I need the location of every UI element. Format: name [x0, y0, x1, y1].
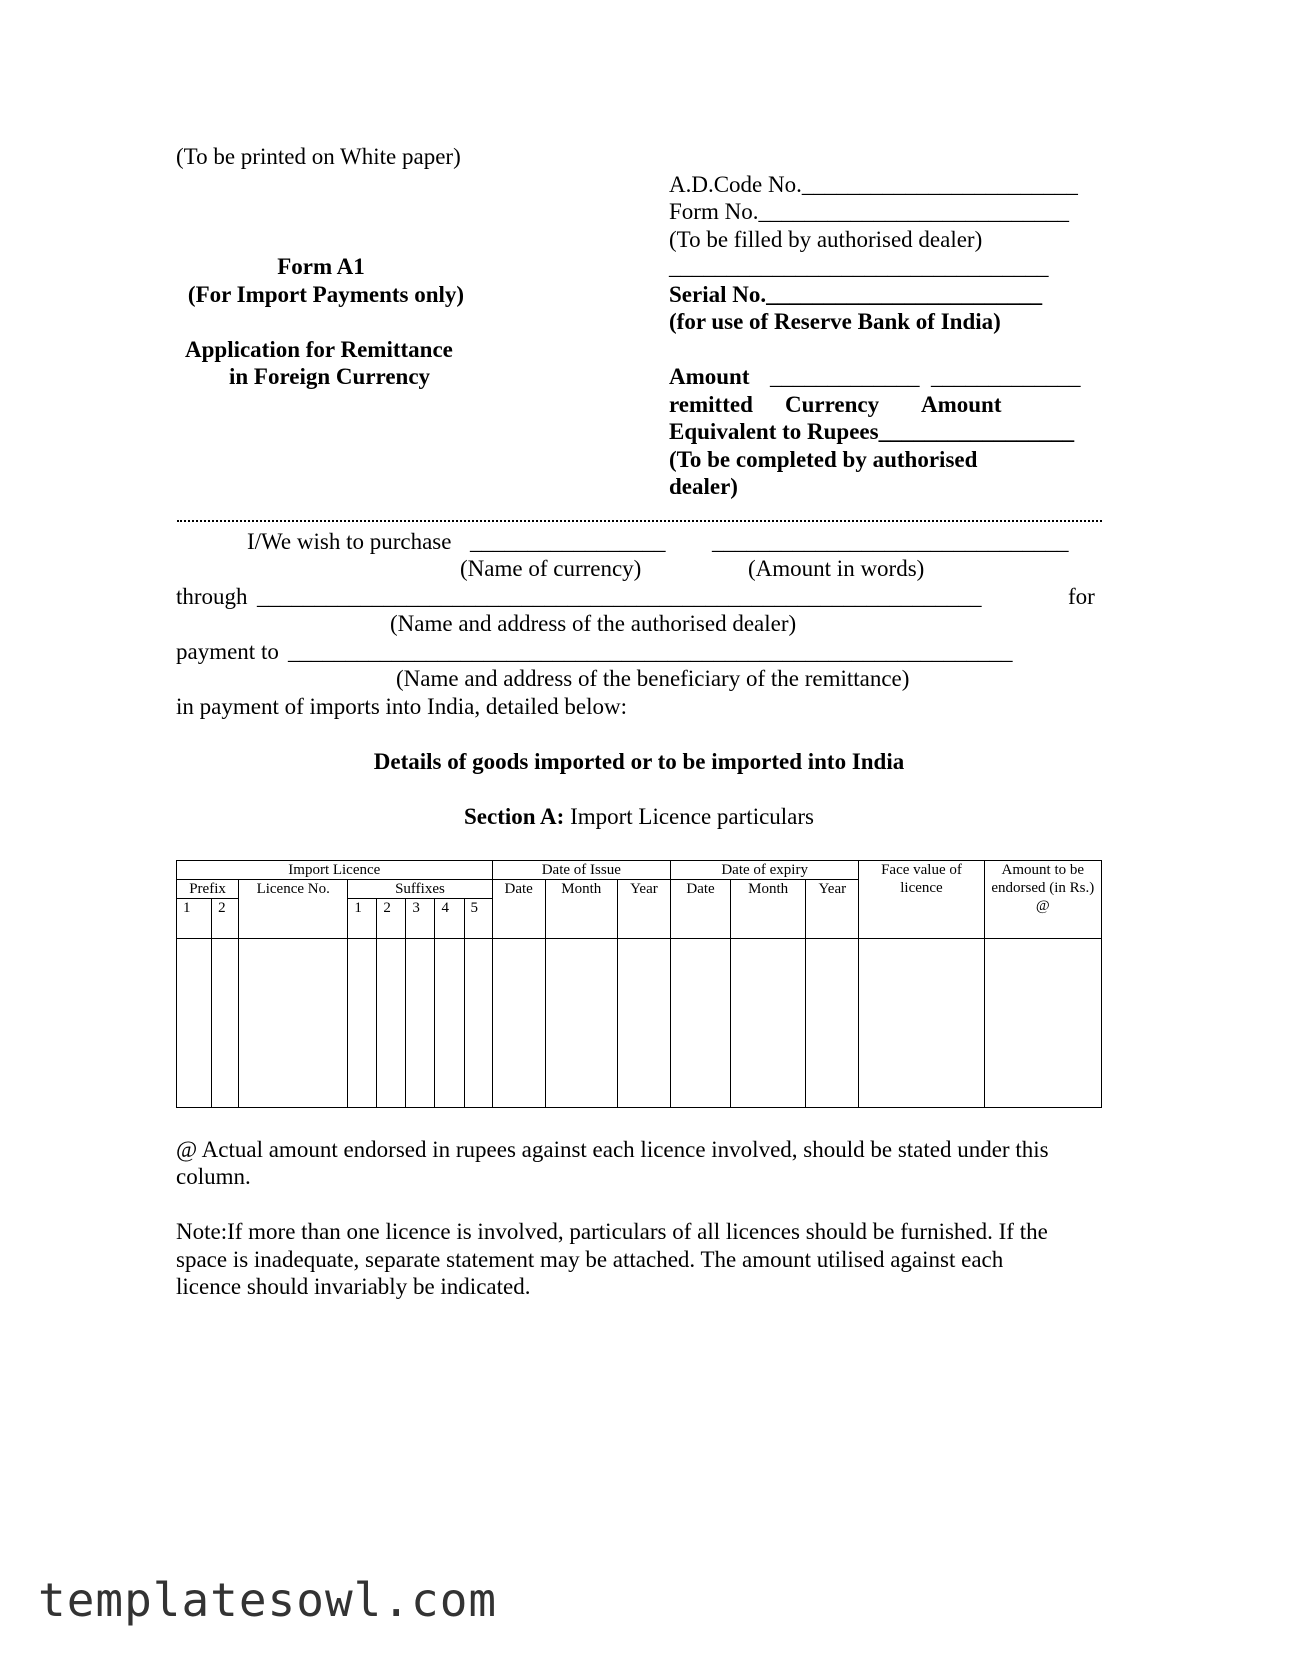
- table-cell[interactable]: [617, 939, 670, 1108]
- serial-use-note: (for use of Reserve Bank of India): [669, 309, 1001, 334]
- suffix-3: 3: [406, 899, 435, 939]
- beneficiary-field[interactable]: _______________________________________________________________: [288, 639, 1013, 664]
- table-cell[interactable]: [239, 939, 348, 1108]
- licence-no-header: Licence No.: [239, 880, 348, 939]
- table-cell[interactable]: [212, 939, 239, 1108]
- note-line-1: Note:If more than one licence is involved, particulars of all licences should be furnished. If the: [176, 1219, 1048, 1244]
- table-row: [177, 939, 1102, 1108]
- currency-field[interactable]: _____________: [770, 364, 920, 389]
- serial-no-field[interactable]: Serial No.________________________: [669, 282, 1043, 307]
- note-line-2: space is inadequate, separate statement may be attached. The amount utilised against each: [176, 1247, 1004, 1272]
- details-heading: Details of goods imported or to be imported into India: [373, 749, 905, 774]
- date-expiry-header: Date of expiry: [670, 861, 858, 880]
- table-cell[interactable]: [435, 939, 464, 1108]
- watermark: templatesowl.com: [38, 1573, 498, 1627]
- beneficiary-hint: (Name and address of the beneficiary of the remittance): [396, 666, 910, 691]
- issue-date-header: Date: [492, 880, 545, 939]
- prefix-header: Prefix: [177, 880, 239, 899]
- currency-name-field[interactable]: _________________: [470, 529, 666, 554]
- amount-words-field[interactable]: _______________________________: [712, 529, 1069, 554]
- table-cell[interactable]: [859, 939, 984, 1108]
- at-note-2: column.: [176, 1164, 251, 1189]
- at-note-1: @ Actual amount endorsed in rupees against each licence involved, should be stated under this: [176, 1137, 1049, 1162]
- dotted-divider: [177, 520, 1102, 522]
- prefix-2: 2: [212, 899, 239, 939]
- application-title-2: in Foreign Currency: [229, 364, 431, 389]
- filled-by-note: (To be filled by authorised dealer): [669, 227, 983, 252]
- rupees-field[interactable]: Equivalent to Rupees_________________: [669, 419, 1075, 444]
- expiry-year-header: Year: [806, 880, 859, 939]
- table-cell[interactable]: [545, 939, 617, 1108]
- licence-table: [176, 860, 1102, 1108]
- imports-line: in payment of imports into India, detailed below:: [176, 694, 627, 719]
- suffix-2: 2: [377, 899, 406, 939]
- print-note: (To be printed on White paper): [176, 144, 461, 169]
- note-line-3: licence should invariably be indicated.: [176, 1274, 531, 1299]
- table-cell[interactable]: [984, 939, 1101, 1108]
- suffix-1: 1: [348, 899, 377, 939]
- expiry-date-header: Date: [670, 880, 730, 939]
- payment-to-label: payment to: [176, 639, 279, 664]
- table-cell[interactable]: [492, 939, 545, 1108]
- ad-code-field[interactable]: A.D.Code No.________________________: [669, 172, 1078, 197]
- table-cell[interactable]: [464, 939, 492, 1108]
- header-rule: _________________________________: [669, 254, 1049, 279]
- table-cell[interactable]: [177, 939, 212, 1108]
- import-licence-header: Import Licence: [177, 861, 493, 880]
- form-subtitle: (For Import Payments only): [187, 282, 465, 307]
- table-cell[interactable]: [670, 939, 730, 1108]
- table-cell[interactable]: [731, 939, 806, 1108]
- face-value-header: Face value of licence: [859, 861, 984, 939]
- issue-month-header: Month: [545, 880, 617, 939]
- amount-field[interactable]: _____________: [931, 364, 1081, 389]
- section-a-heading: Section A: Import Licence particulars: [464, 804, 814, 829]
- words-hint: (Amount in words): [748, 556, 925, 581]
- amount-label: Amount: [669, 364, 750, 389]
- application-title-1: Application for Remittance: [185, 337, 453, 362]
- suffixes-header: Suffixes: [348, 880, 492, 899]
- form-no-field[interactable]: Form No.___________________________: [669, 199, 1069, 224]
- table-cell[interactable]: [377, 939, 406, 1108]
- remitted-label: remitted: [669, 392, 753, 417]
- prefix-1: 1: [177, 899, 212, 939]
- through-label: through: [176, 584, 248, 609]
- currency-hint: (Name of currency): [460, 556, 642, 581]
- date-issue-header: Date of Issue: [492, 861, 670, 880]
- dealer-hint: (Name and address of the authorised dealer): [390, 611, 797, 636]
- amount-sublabel: Amount: [921, 392, 1002, 417]
- table-cell[interactable]: [406, 939, 435, 1108]
- suffix-5: 5: [464, 899, 492, 939]
- expiry-month-header: Month: [731, 880, 806, 939]
- wish-label: I/We wish to purchase: [247, 529, 452, 554]
- suffix-4: 4: [435, 899, 464, 939]
- for-label: for: [1068, 584, 1095, 609]
- completed-by-note-2: dealer): [669, 474, 738, 499]
- amount-endorsed-header: Amount to be endorsed (in Rs.) @: [984, 861, 1101, 939]
- table-cell[interactable]: [806, 939, 859, 1108]
- completed-by-note-1: (To be completed by authorised: [669, 447, 978, 472]
- issue-year-header: Year: [617, 880, 670, 939]
- currency-label: Currency: [785, 392, 880, 417]
- dealer-field[interactable]: _______________________________________________________________: [257, 584, 982, 609]
- table-cell[interactable]: [348, 939, 377, 1108]
- form-title: Form A1: [277, 254, 365, 279]
